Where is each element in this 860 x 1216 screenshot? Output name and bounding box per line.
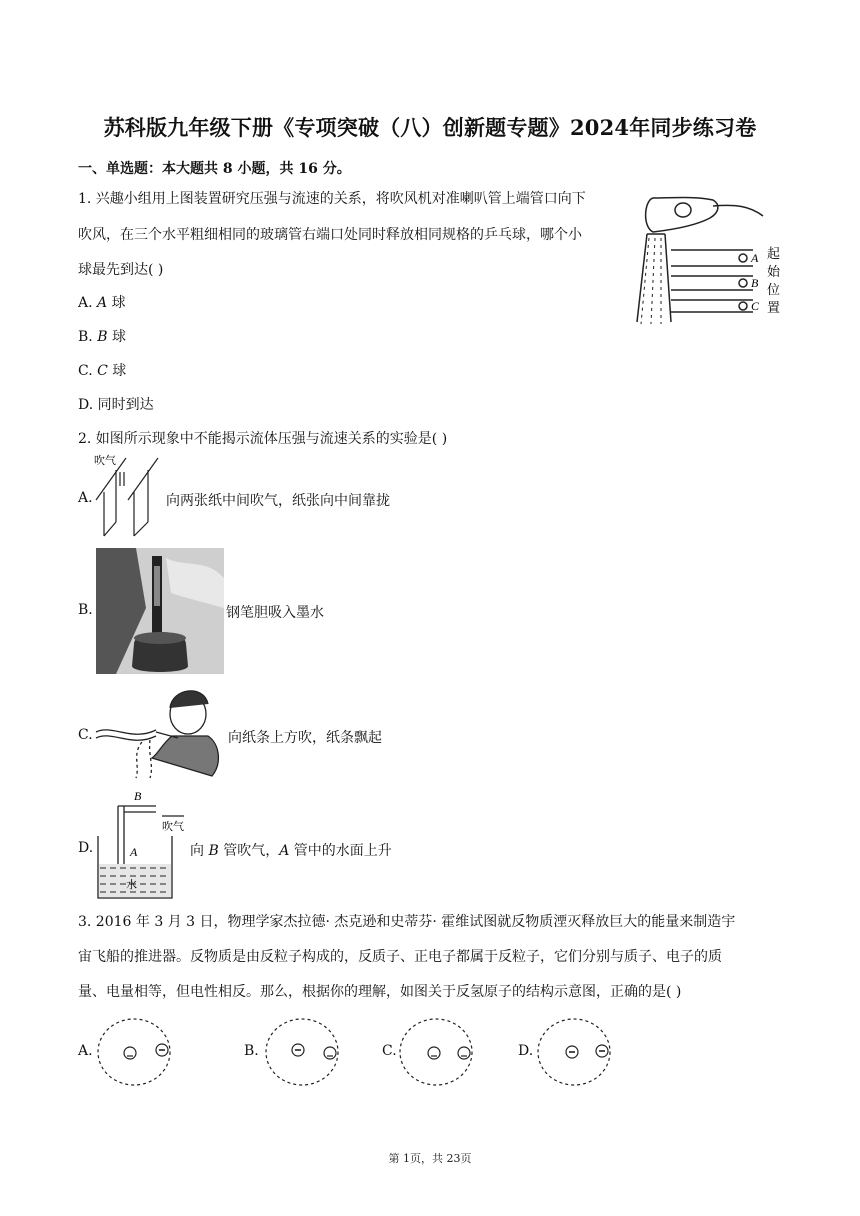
q1-side-text-1: 起	[767, 247, 781, 262]
q3-option-b-atom	[264, 1016, 346, 1088]
q1-stem-line1: 1. 兴趣小组用上图装置研究压强与流速的关系，将吹风机对准喇叭管上端管口向下	[78, 191, 586, 207]
q2-option-d-label-b: B	[134, 789, 142, 803]
q2-option-a-paper-figure	[94, 452, 160, 540]
q2-stem: 2. 如图所示现象中不能揭示流体压强与流速关系的实验是( )	[78, 431, 448, 447]
q1-stem-line3: 球最先到达( )	[78, 262, 164, 278]
page-title: 苏科版九年级下册《专项突破（八）创新题专题》2024年同步练习卷	[103, 115, 757, 140]
q1-option-c[interactable]: C. C 球	[78, 363, 127, 379]
q2-option-d-caption: 向 B 管吹气，A 管中的水面上升	[190, 843, 392, 859]
q2-option-d-tube-figure	[96, 786, 192, 902]
q2-option-c-caption: 向纸条上方吹，纸条飘起	[228, 730, 382, 746]
q3-option-d-prefix[interactable]: D.	[518, 1043, 534, 1059]
q1-option-b[interactable]: B. B 球	[78, 329, 126, 345]
q3-option-a-prefix[interactable]: A.	[78, 1043, 93, 1059]
q2-option-a-prefix[interactable]: A.	[78, 490, 93, 506]
q3-stem-line2: 宙飞船的推进器。反物质是由反粒子构成的，反质子、正电子都属于反粒子，它们分别与质子、电子的质	[78, 949, 722, 965]
q3-option-a-atom	[96, 1016, 178, 1088]
q2-option-b-pen-photo	[96, 548, 224, 674]
q3-stem-line3: 量、电量相等，但电性相反。那么，根据你的理解，如图关于反氢原子的结构示意图，正确的是( )	[78, 984, 682, 1000]
q1-side-text-2: 始	[767, 265, 781, 280]
q1-side-text-3: 位	[767, 283, 781, 298]
q1-ball-label-b: B	[751, 276, 759, 290]
section-heading: 一、单选题：本大题共 8 小题，共 16 分。	[78, 161, 351, 177]
q3-option-d-atom	[536, 1016, 618, 1088]
q2-option-d-label-a: A	[130, 845, 138, 859]
q2-option-d-label-water: 水	[126, 878, 137, 891]
page-footer: 第 1页，共 23页	[388, 1152, 472, 1165]
q1-ball-label-a: A	[751, 251, 759, 265]
q1-stem-line2: 吹风，在三个水平粗细相同的玻璃管右端口处同时释放相同规格的乒乓球，哪个小	[78, 227, 582, 243]
q1-hairdryer-figure	[625, 186, 785, 331]
q2-option-c-boy-figure	[92, 684, 226, 780]
q2-option-a-blow-label: 吹气	[94, 454, 116, 467]
q2-option-b-caption: 钢笔胆吸入墨水	[226, 605, 324, 621]
q2-option-c-prefix[interactable]: C.	[78, 727, 93, 743]
q2-option-d-prefix[interactable]: D.	[78, 840, 94, 856]
q1-side-text-4: 置	[767, 301, 781, 316]
q1-option-a[interactable]: A. A 球	[78, 295, 126, 311]
q2-option-d-label-blow: 吹气	[162, 820, 184, 833]
q1-ball-label-c: C	[751, 299, 760, 313]
q3-option-b-prefix[interactable]: B.	[244, 1043, 259, 1059]
q3-stem-line1: 3. 2016 年 3 月 3 日，物理学家杰拉德· 杰克逊和史蒂芬· 霍维试图就反物质湮灭释放巨大的能量来制造宇	[78, 914, 736, 930]
q1-option-d[interactable]: D. 同时到达	[78, 397, 154, 413]
q2-option-b-prefix[interactable]: B.	[78, 602, 93, 618]
q3-option-c-atom	[398, 1016, 480, 1088]
q2-option-a-caption: 向两张纸中间吹气，纸张向中间靠拢	[166, 493, 390, 509]
q3-option-c-prefix[interactable]: C.	[382, 1043, 397, 1059]
